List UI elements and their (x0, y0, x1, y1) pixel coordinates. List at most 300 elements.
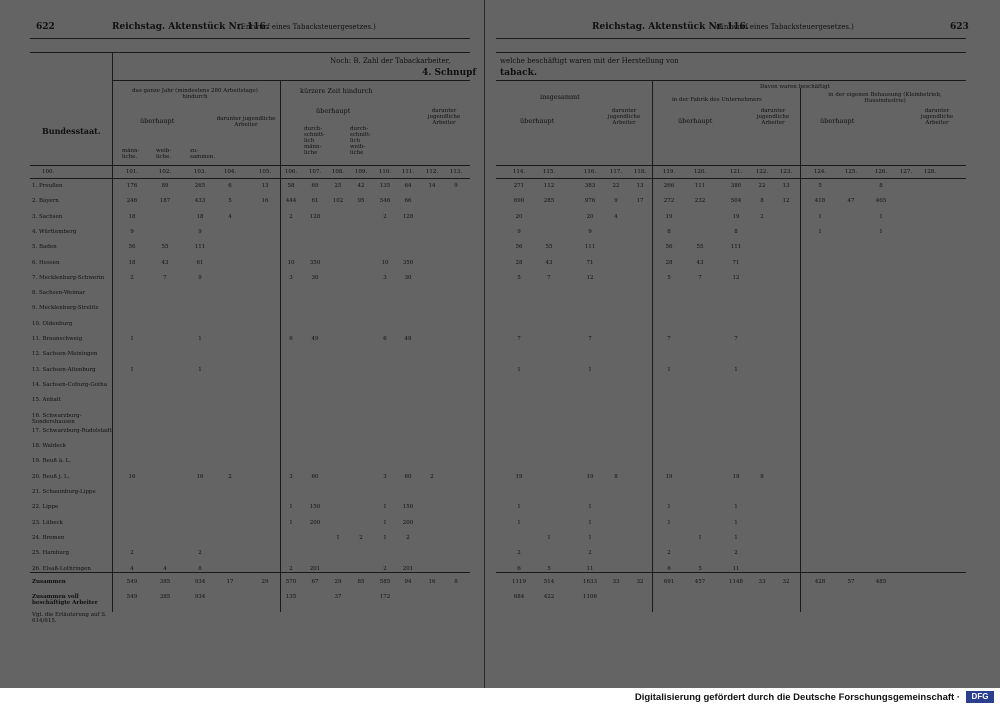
table-cell: 43 (161, 260, 169, 266)
page-fold (484, 0, 485, 688)
total-cell: 428 (814, 579, 826, 585)
column-number: 109. (354, 169, 368, 175)
table-cell: 201 (309, 566, 321, 572)
state-name: 18. Waldeck (32, 443, 66, 449)
table-cell: 1 (130, 336, 134, 342)
table-cell: 690 (513, 198, 525, 204)
total-cell: 684 (513, 594, 525, 600)
table-cell: 1 (383, 504, 387, 510)
table-cell: 128 (402, 214, 414, 220)
table-cell: 7 (667, 336, 671, 342)
state-name: 11. Braunschweig (32, 336, 83, 342)
ueberhaupt-shorter: überhaupt (316, 107, 351, 115)
left-running-title: Reichstag. Aktenstück Nr. 116. (112, 22, 269, 32)
table-cell: 444 (285, 198, 297, 204)
table-cell: 56 (128, 244, 136, 250)
column-number: 111. (401, 169, 415, 175)
table-cell: 1 (130, 367, 134, 373)
footnote: Vgl. die Erläuterung auf S. 614/615. (32, 612, 107, 624)
table-cell: 60 (404, 474, 412, 480)
column-number: 117. (609, 169, 623, 175)
table-cell: 1 (734, 367, 738, 373)
table-cell: 111 (694, 183, 706, 189)
table-cell: 285 (543, 198, 555, 204)
table-cell: 3 (383, 474, 387, 480)
table-cell: 1 (383, 535, 387, 541)
left-head-rule (30, 38, 470, 39)
table-cell: 504 (730, 198, 742, 204)
table-cell: 6 (289, 336, 293, 342)
table-cell: 55 (696, 244, 704, 250)
column-number: 115. (542, 169, 556, 175)
table-cell: 232 (694, 198, 706, 204)
table-cell: 176 (126, 183, 138, 189)
table-cell: 16 (128, 474, 136, 480)
table-cell: 20 (586, 214, 594, 220)
total-cell: 33 (758, 579, 766, 585)
table-cell: 8 (198, 566, 202, 572)
table-cell: 1 (547, 535, 551, 541)
darunter-home: darunter jugendliche Arbeiter (920, 108, 954, 126)
right-group-divider (652, 80, 653, 612)
table-cell: 30 (404, 275, 412, 281)
state-name: 17. Schwarzburg-Rudolstadt (32, 428, 112, 434)
right-running-title: Reichstag. Aktenstück Nr. 116. (592, 22, 749, 32)
left-total-rule (30, 572, 470, 573)
table-cell: 69 (311, 183, 319, 189)
table-cell: 102 (332, 198, 344, 204)
table-cell: 200 (309, 520, 321, 526)
table-cell: 1 (588, 520, 592, 526)
table-cell: 16 (196, 474, 204, 480)
table-cell: 8 (760, 198, 764, 204)
column-number: 124. (813, 169, 827, 175)
state-name: 13. Sachsen-Altenburg (32, 367, 96, 373)
total-cell: 385 (159, 594, 171, 600)
group-shorter: kürzere Zeit hindurch (300, 87, 373, 95)
left-body-rule (30, 178, 470, 179)
table-cell: 18 (128, 214, 136, 220)
table-cell: 19 (515, 474, 523, 480)
table-cell: 2 (289, 214, 293, 220)
table-cell: 2 (228, 474, 232, 480)
table-cell: 19 (586, 474, 594, 480)
table-cell: 2 (588, 550, 592, 556)
table-cell: 4 (163, 566, 167, 572)
total-cell: 135 (285, 594, 297, 600)
table-cell: 7 (698, 275, 702, 281)
table-cell: 6 (517, 566, 521, 572)
table-cell: 3 (289, 474, 293, 480)
table-cell: 64 (404, 183, 412, 189)
table-cell: 1 (818, 214, 822, 220)
state-name: 5. Baden (32, 244, 57, 250)
table-cell: 13 (782, 183, 790, 189)
state-name: 1. Preußen (32, 183, 63, 189)
label-together: zu- sammen. (190, 148, 216, 160)
state-name: 8. Sachsen-Weimar (32, 290, 86, 296)
column-number: 123. (779, 169, 793, 175)
darunter-factory: darunter jugendliche Arbeiter (756, 108, 790, 126)
table-cell: 2 (130, 550, 134, 556)
table-cell: 6 (383, 336, 387, 342)
column-number: 101. (125, 169, 139, 175)
table-cell: 2 (734, 550, 738, 556)
table-cell: 2 (517, 550, 521, 556)
table-cell: 1 (588, 535, 592, 541)
total-cell: 549 (126, 579, 138, 585)
table-cell: 2 (383, 566, 387, 572)
total-cell: 934 (194, 579, 206, 585)
table-cell: 1 (734, 535, 738, 541)
table-cell: 60 (311, 474, 319, 480)
table-cell: 2 (760, 214, 764, 220)
left-top-rule (30, 52, 470, 53)
table-cell: 42 (357, 183, 365, 189)
table-cell: 1 (698, 535, 702, 541)
footer-bar (0, 688, 1000, 707)
table-cell: 9 (198, 275, 202, 281)
left-running-subtitle: (Entwurf eines Tabacksteuergesetzes.) (238, 23, 376, 31)
table-cell: 71 (732, 260, 740, 266)
darunter-total: darunter jugendliche Arbeiter (607, 108, 641, 126)
column-number: 112. (425, 169, 439, 175)
state-name: 22. Lippe (32, 504, 59, 510)
state-name: 7. Mecklenburg-Schwerin (32, 275, 105, 281)
table-cell: 19 (665, 214, 673, 220)
table-cell: 2 (667, 550, 671, 556)
table-cell: 111 (194, 244, 206, 250)
total-cell: 67 (311, 579, 319, 585)
table-cell: 2 (289, 566, 293, 572)
left-group-divider (280, 80, 281, 612)
column-number: 121. (729, 169, 743, 175)
left-subhead-rule (112, 80, 470, 81)
dfg-logo: DFG (966, 691, 994, 703)
table-cell: 465 (875, 198, 887, 204)
state-name: 25. Hamburg (32, 550, 69, 556)
column-number: 128. (923, 169, 937, 175)
table-cell: 2 (430, 474, 434, 480)
column-number: 102. (158, 169, 172, 175)
total-cell: 585 (379, 579, 391, 585)
total-cell: 32 (636, 579, 644, 585)
column-number: 125. (844, 169, 858, 175)
table-cell: 5 (698, 566, 702, 572)
table-cell: 265 (194, 183, 206, 189)
table-cell: 150 (402, 504, 414, 510)
table-cell: 16 (261, 198, 269, 204)
table-cell: 1 (517, 520, 521, 526)
table-cell: 58 (287, 183, 295, 189)
table-cell: 1 (336, 535, 340, 541)
column-number: 122. (755, 169, 769, 175)
group-factory: in der Fabrik des Unternehmers (672, 97, 762, 103)
table-cell: 13 (636, 183, 644, 189)
column-number: 120. (693, 169, 707, 175)
table-cell: 7 (163, 275, 167, 281)
table-cell: 5 (818, 183, 822, 189)
table-cell: 1 (289, 504, 293, 510)
group-total: insgesammt (540, 93, 580, 101)
table-cell: 12 (732, 275, 740, 281)
table-cell: 7 (734, 336, 738, 342)
label-avg-female: durch- schnitt- lich weib- liche (350, 126, 372, 156)
table-cell: 2 (359, 535, 363, 541)
state-name: 3. Sachsen (32, 214, 63, 220)
table-cell: 49 (404, 336, 412, 342)
ueberhaupt-factory: überhaupt (678, 117, 713, 125)
column-number: 114. (512, 169, 526, 175)
table-cell: 7 (547, 275, 551, 281)
state-name: 23. Lübeck (32, 520, 63, 526)
group-of-which: Davon waren beschäftigt (760, 84, 830, 90)
darunter-shorter: darunter jugendliche Arbeiter (427, 108, 461, 126)
table-cell: 112 (543, 183, 555, 189)
column-number: 126. (874, 169, 888, 175)
label-female: weib- liche. (156, 148, 172, 160)
total-cell: 1119 (512, 579, 526, 585)
table-cell: 55 (545, 244, 553, 250)
table-cell: 1 (667, 367, 671, 373)
state-name: 14. Sachsen-Coburg-Gotha (32, 382, 107, 388)
label-male: männ- liche. (122, 148, 140, 160)
table-cell: 2 (383, 214, 387, 220)
table-cell: 246 (126, 198, 138, 204)
table-cell: 17 (636, 198, 644, 204)
table-cell: 4 (130, 566, 134, 572)
table-cell: 272 (663, 198, 675, 204)
table-cell: 9 (198, 229, 202, 235)
right-running-subtitle: (Entwurf eines Tabacksteuergesetzes.) (716, 23, 854, 31)
column-number: 103. (193, 169, 207, 175)
table-cell: 8 (614, 474, 618, 480)
table-cell: 1 (667, 520, 671, 526)
continuation-left: Noch: B. Zahl der Tabackarbeiter, (330, 57, 451, 65)
total-cell: 94 (404, 579, 412, 585)
state-name: 4. Württemberg (32, 229, 77, 235)
table-cell: 19 (732, 214, 740, 220)
state-name: 19. Reuß ä. L. (32, 458, 72, 464)
table-cell: 22 (758, 183, 766, 189)
table-cell: 1 (667, 504, 671, 510)
table-cell: 43 (696, 260, 704, 266)
total-cell: 29 (261, 579, 269, 585)
table-cell: 10 (287, 260, 295, 266)
table-cell: 418 (814, 198, 826, 204)
table-cell: 2 (406, 535, 410, 541)
darunter-whole-year: darunter jugendliche Arbeiter (216, 116, 276, 128)
label-avg-male: durch- schnitt- lich männ- liche (304, 126, 326, 156)
table-cell: 95 (357, 198, 365, 204)
left-colnum-rule (30, 165, 470, 166)
table-cell: 18 (196, 214, 204, 220)
table-cell: 976 (584, 198, 596, 204)
column-number: 116. (583, 169, 597, 175)
total-cell: 934 (194, 594, 206, 600)
table-cell: 9 (517, 229, 521, 235)
group-whole-year: das ganze Jahr (mindestens 280 Arbeitstage) hindurch (132, 88, 258, 100)
column-number: 105. (258, 169, 272, 175)
table-cell: 71 (586, 260, 594, 266)
ueberhaupt-total: überhaupt (520, 117, 555, 125)
table-cell: 56 (515, 244, 523, 250)
table-cell: 350 (402, 260, 414, 266)
column-number: 110. (378, 169, 392, 175)
table-cell: 201 (402, 566, 414, 572)
table-cell: 9 (614, 198, 618, 204)
table-cell: 128 (309, 214, 321, 220)
state-name: 9. Mecklenburg-Strelitz (32, 305, 99, 311)
total-cell: 549 (126, 594, 138, 600)
table-cell: 6 (228, 183, 232, 189)
table-cell: 8 (760, 474, 764, 480)
table-cell: 1 (588, 367, 592, 373)
total-cell: 485 (875, 579, 887, 585)
total-cell: 457 (694, 579, 706, 585)
state-name: 20. Reuß j. L. (32, 474, 70, 480)
table-cell: 2 (130, 275, 134, 281)
table-cell: 12 (782, 198, 790, 204)
table-cell: 25 (334, 183, 342, 189)
table-cell: 5 (228, 198, 232, 204)
total-cell: 570 (285, 579, 297, 585)
table-cell: 1 (517, 504, 521, 510)
state-name: 21. Schaumburg-Lippe (32, 489, 96, 495)
left-state-divider (112, 52, 113, 612)
state-name: 10. Oldenburg (32, 321, 73, 327)
column-number: 118. (633, 169, 647, 175)
column-number: 106. (284, 169, 298, 175)
table-cell: 55 (161, 244, 169, 250)
table-cell: 111 (730, 244, 742, 250)
table-cell: 150 (309, 504, 321, 510)
summary-row-label: Zusammen voll beschäftigte Arbeiter (32, 594, 98, 606)
table-cell: 13 (261, 183, 269, 189)
state-column-header: Bundesstaat. (42, 126, 101, 136)
state-name: 26. Elsaß-Lothringen (32, 566, 91, 572)
ueberhaupt-home: überhaupt (820, 117, 855, 125)
total-cell: 37 (334, 594, 342, 600)
column-number: 119. (662, 169, 676, 175)
right-total-rule (496, 572, 966, 573)
table-cell: 546 (379, 198, 391, 204)
table-cell: 383 (584, 183, 596, 189)
total-cell: 514 (543, 579, 555, 585)
table-cell: 14 (428, 183, 436, 189)
table-cell: 1 (879, 214, 883, 220)
table-cell: 4 (614, 214, 618, 220)
table-cell: 19 (665, 474, 673, 480)
total-cell: 1106 (583, 594, 597, 600)
state-name: 6. Hessen (32, 260, 60, 266)
group-home: in der eigenen Behausung (Kleinbetrieb, Hausindustrie) (828, 92, 942, 104)
state-name: 15. Anhalt (32, 397, 61, 403)
column-number: 107. (308, 169, 322, 175)
table-cell: 135 (379, 183, 391, 189)
table-cell: 61 (196, 260, 204, 266)
table-cell: 61 (311, 198, 319, 204)
table-cell: 8 (667, 229, 671, 235)
table-cell: 2 (198, 550, 202, 556)
table-cell: 56 (665, 244, 673, 250)
table-cell: 8 (734, 229, 738, 235)
table-cell: 380 (730, 183, 742, 189)
table-cell: 200 (402, 520, 414, 526)
table-cell: 1 (517, 367, 521, 373)
table-cell: 1 (198, 336, 202, 342)
total-cell: 16 (428, 579, 436, 585)
state-name: 24. Bremen (32, 535, 65, 541)
table-cell: 9 (130, 229, 134, 235)
table-cell: 7 (588, 336, 592, 342)
table-cell: 11 (586, 566, 594, 572)
table-cell: 5 (547, 566, 551, 572)
table-cell: 1 (734, 520, 738, 526)
total-cell: 85 (357, 579, 365, 585)
total-cell: 33 (612, 579, 620, 585)
table-cell: 28 (515, 260, 523, 266)
table-cell: 10 (381, 260, 389, 266)
total-cell: 8 (454, 579, 458, 585)
table-cell: 3 (383, 275, 387, 281)
right-home-divider (800, 88, 801, 612)
table-cell: 9 (454, 183, 458, 189)
total-cell: 691 (663, 579, 675, 585)
total-cell: 172 (379, 594, 391, 600)
table-cell: 1 (818, 229, 822, 235)
state-name: 12. Sachsen-Meiningen (32, 351, 98, 357)
total-row-label: Zusammen (32, 579, 66, 585)
continuation-right: welche beschäftigt waren mit der Herstellung von (500, 57, 679, 65)
total-cell: 385 (159, 579, 171, 585)
table-cell: 187 (159, 198, 171, 204)
table-cell: 1 (383, 520, 387, 526)
total-cell: 29 (334, 579, 342, 585)
table-cell: 49 (311, 336, 319, 342)
table-cell: 47 (847, 198, 855, 204)
table-cell: 30 (311, 275, 319, 281)
table-cell: 20 (515, 214, 523, 220)
right-colnum-rule (496, 165, 966, 166)
table-cell: 111 (584, 244, 596, 250)
total-cell: 17 (226, 579, 234, 585)
table-cell: 12 (586, 275, 594, 281)
table-cell: 5 (667, 275, 671, 281)
table-cell: 3 (289, 275, 293, 281)
left-page-number: 622 (36, 22, 55, 32)
table-cell: 266 (663, 183, 675, 189)
right-head-rule (496, 38, 966, 39)
column-number: 108. (331, 169, 345, 175)
ueberhaupt-whole-year: überhaupt (140, 117, 175, 125)
total-cell: 32 (782, 579, 790, 585)
table-cell: 7 (517, 336, 521, 342)
total-cell: 1633 (583, 579, 597, 585)
table-cell: 6 (667, 566, 671, 572)
right-subhead-rule (496, 80, 966, 81)
table-cell: 89 (161, 183, 169, 189)
table-cell: 1 (588, 504, 592, 510)
table-cell: 271 (513, 183, 525, 189)
right-page-number: 623 (950, 22, 969, 32)
table-cell: 1 (879, 229, 883, 235)
state-name: 2. Bayern (32, 198, 59, 204)
total-cell: 1148 (729, 579, 743, 585)
table-cell: 28 (665, 260, 673, 266)
right-body-rule (496, 178, 966, 179)
right-top-rule (496, 52, 966, 53)
